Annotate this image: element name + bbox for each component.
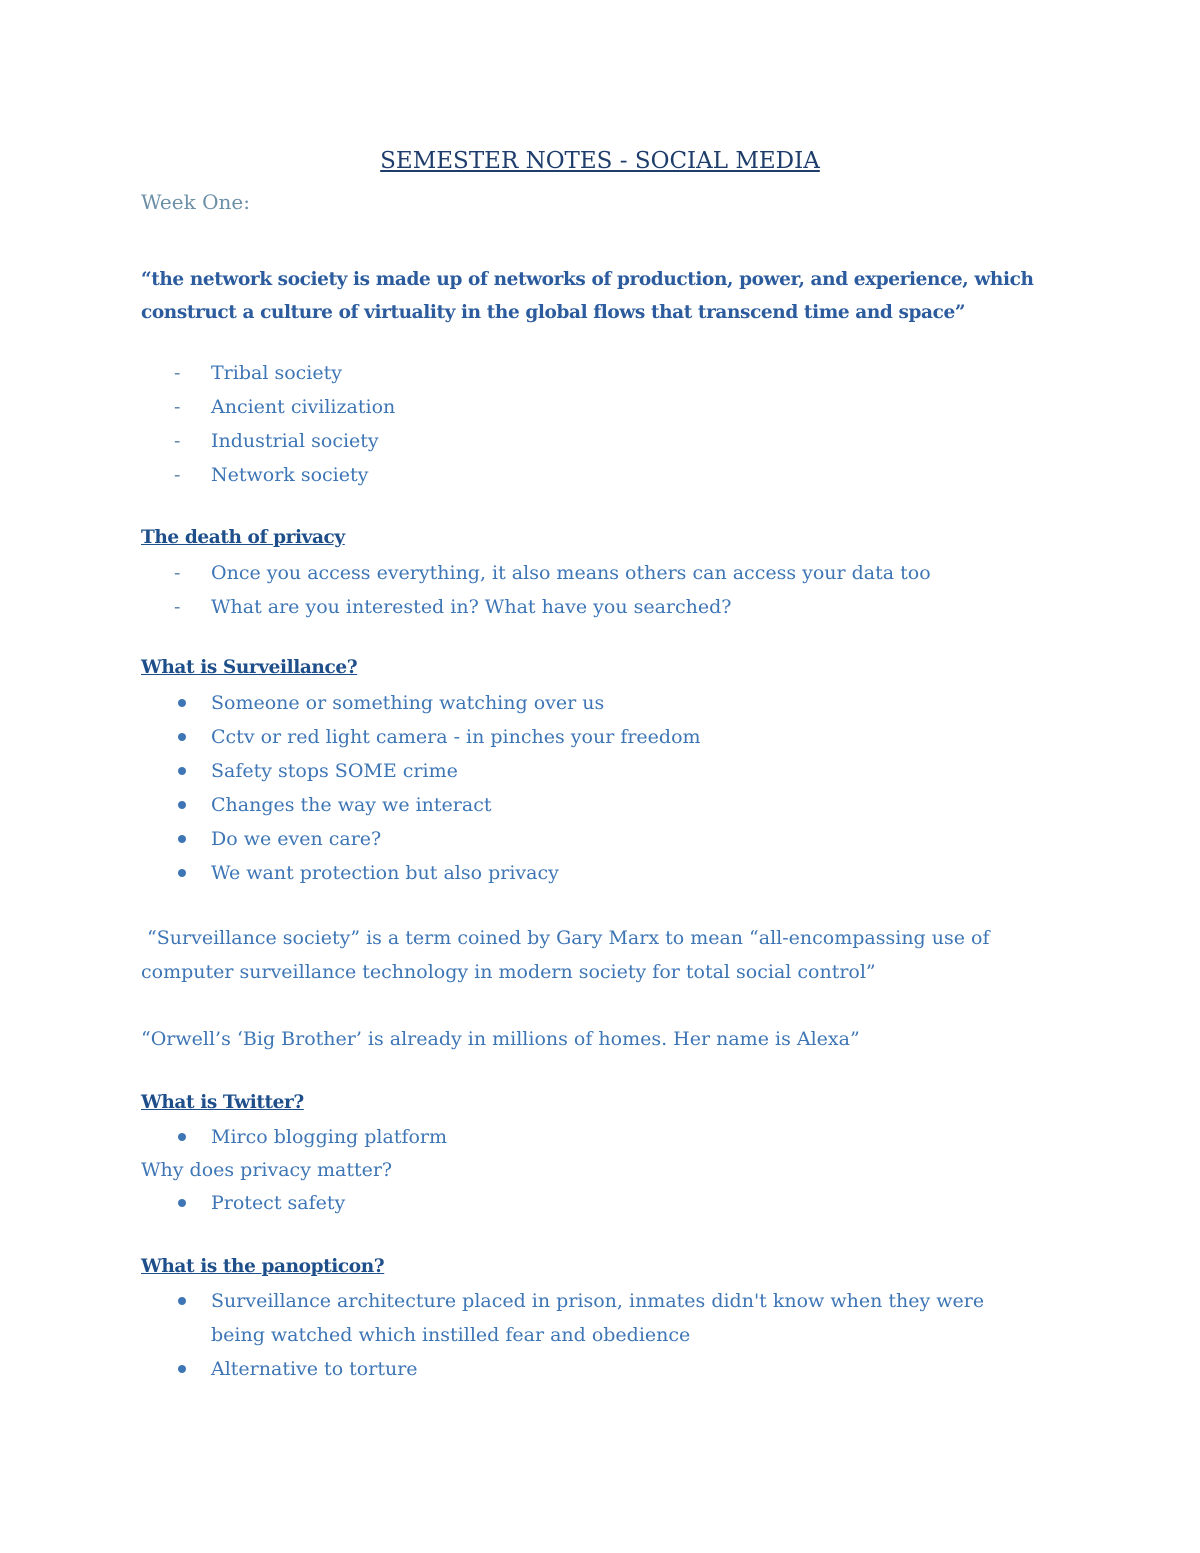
list-item-text: Do we even care? xyxy=(211,828,382,850)
list-item xyxy=(0,1284,1100,1352)
list-item xyxy=(0,1186,1100,1220)
list-item xyxy=(0,458,1100,492)
list-item-text: Mirco blogging platform xyxy=(211,1126,448,1148)
surveillance-heading: What is Surveillance? xyxy=(141,657,358,678)
list-item-text: Alternative to torture xyxy=(211,1358,418,1380)
dash-marker: - xyxy=(174,596,181,618)
list-item-text: Once you access everything, it also means others can access your data too xyxy=(211,562,931,584)
bullet-icon xyxy=(178,1297,186,1305)
list-item-text: Protect safety xyxy=(211,1192,346,1214)
list-item xyxy=(0,686,1100,720)
privacy-heading: The death of privacy xyxy=(141,527,345,548)
list-item-text: Safety stops SOME crime xyxy=(211,760,458,782)
list-item xyxy=(0,720,1100,754)
dash-marker: - xyxy=(174,464,181,486)
twitter-heading: What is Twitter? xyxy=(141,1092,304,1113)
bullet-icon xyxy=(178,801,186,809)
dash-marker: - xyxy=(174,562,181,584)
list-item xyxy=(0,424,1100,458)
list-item xyxy=(0,1352,1100,1386)
bullet-icon xyxy=(178,1133,186,1141)
network-society-quote: “the network society is made up of networks of production, power, and experience, which construct a culture of virtuality in the global flows that transcend time and space” xyxy=(141,269,1034,323)
week-label: Week One: xyxy=(141,190,250,214)
list-item-text: Cctv or red light camera - in pinches your freedom xyxy=(211,726,701,748)
dash-marker: - xyxy=(174,396,181,418)
list-item xyxy=(0,556,1100,590)
orwell-quote: “Orwell’s ‘Big Brother’ is already in millions of homes. Her name is Alexa” xyxy=(141,1028,860,1050)
surveillance-list xyxy=(0,686,1100,890)
list-item xyxy=(0,754,1100,788)
list-item-text: Changes the way we interact xyxy=(211,794,492,816)
list-item xyxy=(0,1120,1100,1154)
list-item xyxy=(0,856,1100,890)
privacy-matter-subheading: Why does privacy matter? xyxy=(141,1159,393,1181)
list-item xyxy=(0,390,1100,424)
bullet-icon xyxy=(178,767,186,775)
list-item-text: Network society xyxy=(211,464,369,486)
bullet-icon xyxy=(178,699,186,707)
list-item-text: Ancient civilization xyxy=(211,396,396,418)
bullet-icon xyxy=(178,835,186,843)
dash-marker: - xyxy=(174,430,181,452)
bullet-icon xyxy=(178,869,186,877)
bullet-icon xyxy=(178,1365,186,1373)
marx-quote: “Surveillance society” is a term coined by Gary Marx to mean “all-encompassing use of computer surveillance technology in modern society for total social control” xyxy=(141,927,996,983)
list-item-text: We want protection but also privacy xyxy=(211,862,559,884)
list-item-text: Industrial society xyxy=(211,430,379,452)
list-item-text: Tribal society xyxy=(211,362,342,384)
panopticon-list xyxy=(0,1284,1100,1386)
societies-list xyxy=(0,356,1100,492)
list-item-text: Someone or something watching over us xyxy=(211,692,605,714)
bullet-icon xyxy=(178,1199,186,1207)
list-item xyxy=(0,788,1100,822)
twitter-list xyxy=(0,1120,1100,1154)
bullet-icon xyxy=(178,733,186,741)
privacy-matter-list xyxy=(0,1186,1100,1220)
list-item xyxy=(0,590,1100,624)
list-item-text: Surveillance architecture placed in prison, inmates didn't know when they were being watched which instilled fear and obedience xyxy=(211,1290,985,1346)
panopticon-heading: What is the panopticon? xyxy=(141,1256,385,1277)
privacy-list xyxy=(0,556,1100,624)
dash-marker: - xyxy=(174,362,181,384)
list-item xyxy=(0,356,1100,390)
list-item-text: What are you interested in? What have you searched? xyxy=(211,596,732,618)
document-title: SEMESTER NOTES - SOCIAL MEDIA xyxy=(380,148,820,174)
list-item xyxy=(0,822,1100,856)
